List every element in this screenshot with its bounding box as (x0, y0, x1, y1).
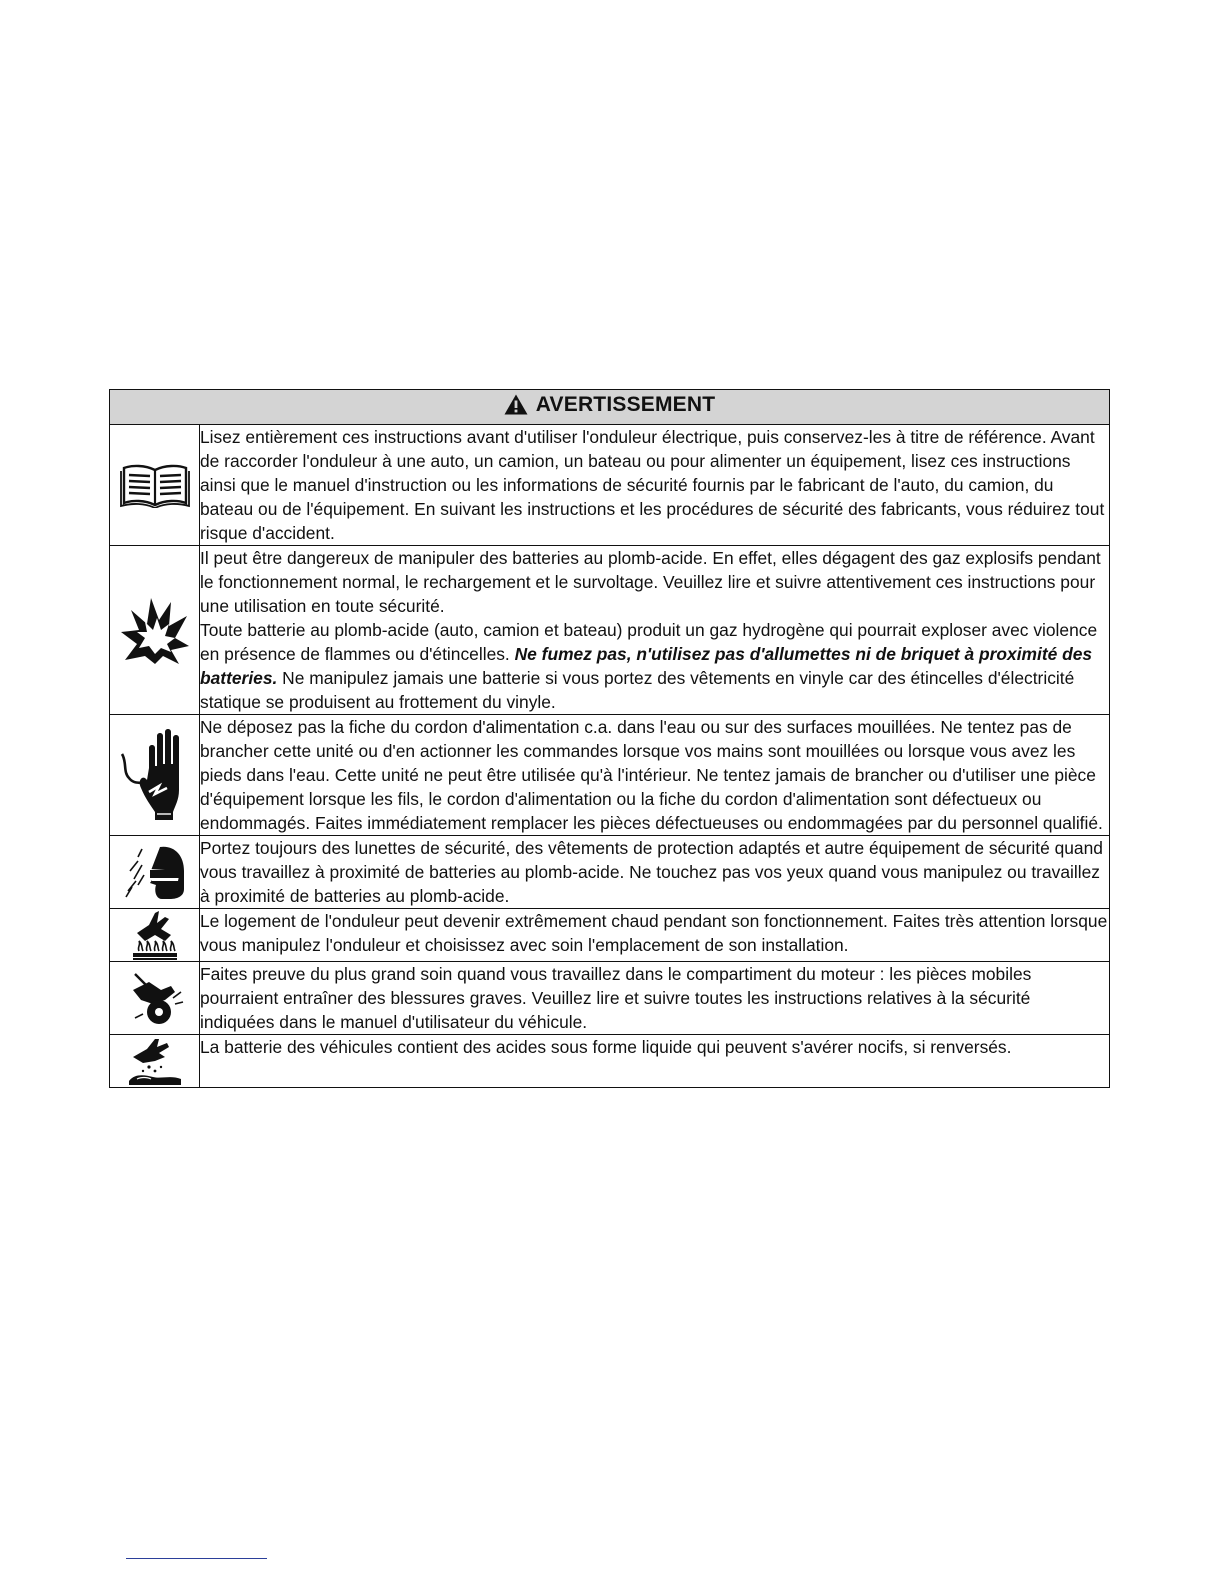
warning-text: Faites preuve du plus grand soin quand vous travaillez dans le compartiment du moteur : les pièces mobiles pourraient entraîner des blessures graves. Veuillez lire et suivre toutes les instructions relatives à la sécurité indiquées dans le manuel d'utilisateur du véhicule. (200, 964, 1032, 1032)
warning-text-2 (200, 618, 1109, 714)
warning-header-row (110, 390, 1110, 425)
footnote-separator (126, 1558, 267, 1559)
icon-cell (110, 836, 200, 909)
warning-table (109, 389, 1110, 1088)
warning-text-cell (200, 715, 1110, 836)
warning-text-cell (200, 836, 1110, 909)
eye-protection-icon (120, 839, 190, 905)
warning-row-read-manual (110, 425, 1110, 546)
warning-text-emphasis: Ne fumez pas, n'utilisez pas d'allumettes ni de briquet à proximité des batteries. (200, 644, 1093, 688)
warning-text-cell (200, 1035, 1110, 1088)
warning-row-explosion (110, 546, 1110, 715)
moving-parts-icon (125, 968, 185, 1028)
icon-cell (110, 425, 200, 546)
icon-cell (110, 962, 200, 1035)
corrosive-acid-icon (125, 1035, 185, 1087)
warning-text-start: Toute batterie au plomb-acide (auto, camion et bateau) produit un gaz hydrogène qui pourrait exploser avec violence en présence de flammes ou d'étincelles. (200, 620, 1098, 664)
warning-triangle-icon (504, 394, 528, 415)
warning-row-corrosive-acid (110, 1035, 1110, 1088)
warning-row-moving-parts (110, 962, 1110, 1035)
warning-row-hot-surface (110, 909, 1110, 962)
warning-text: Il peut être dangereux de manipuler des batteries au plomb-acide. En effet, elles dégagent des gaz explosifs pendant le fonctionnement normal, le rechargement et le survoltage. Veuillez lire et suivre attentivement ces instructions pour une utilisation en toute sécurité. (200, 548, 1101, 616)
icon-cell (110, 909, 200, 962)
warning-text-cell (200, 546, 1110, 715)
warning-title: AVERTISSEMENT (535, 392, 716, 416)
icon-cell (110, 546, 200, 715)
warning-row-eye-protection (110, 836, 1110, 909)
warning-text: La batterie des véhicules contient des acides sous forme liquide qui peuvent s'avérer nocifs, si renversés. (200, 1037, 1012, 1057)
icon-cell (110, 715, 200, 836)
hot-surface-icon (129, 909, 181, 961)
warning-text: Le logement de l'onduleur peut devenir extrêmement chaud pendant son fonctionnement. Faites très attention lorsque vous manipulez l'onduleur et choisissez avec soin l'emplacement de son installation. (200, 911, 1108, 955)
warning-row-electric-shock (110, 715, 1110, 836)
icon-cell (110, 1035, 200, 1088)
warning-text-cell (200, 962, 1110, 1035)
electric-shock-hand-icon (119, 728, 191, 822)
explosion-icon (121, 594, 189, 666)
warning-text-end: Ne manipulez jamais une batterie si vous portez des vêtements en vinyle car des étincelles d'électricité statique se produisent au frottement du vinyle. (200, 668, 1075, 712)
warning-header (110, 390, 1110, 425)
warning-text: Portez toujours des lunettes de sécurité, des vêtements de protection adaptés et autre équipement de sécurité quand vous travaillez à proximité de batteries au plomb-acide. Ne touchez pas vos yeux quand vous manipulez ou travaillez à proximité de batteries au plomb-acide. (200, 838, 1103, 906)
warning-text: Lisez entièrement ces instructions avant d'utiliser l'onduleur électrique, puis conservez-les à titre de référence. Avant de raccorder l'onduleur à une auto, un camion, un bateau ou pour alimenter un équipement, lisez ces instructions ainsi que le manuel d'instruction ou les informations de sécurité fournis par le fabricant de l'auto, du camion, du bateau ou de l'équipement. En suivant les instructions et les procédures de sécurité des fabricants, vous réduirez tout risque d'accident. (200, 427, 1105, 543)
warning-text: Ne déposez pas la fiche du cordon d'alimentation c.a. dans l'eau ou sur des surfaces mouillées. Ne tentez pas de brancher cette unité ou d'en actionner les commandes lorsque vos mains sont mouillées ou lorsque vous avez les pieds dans l'eau. Cette unité ne peut être utilisée qu'à l'intérieur. Ne tentez jamais de brancher ou d'utiliser une pièce d'équipement lorsque les fils, le cordon d'alimentation ou la fiche du cordon d'alimentation sont défectueux ou endommagés. Faites immédiatement remplacer les pièces défectueuses ou endommagées par du personnel qualifié. (200, 717, 1103, 833)
warning-text-cell (200, 425, 1110, 546)
warning-text-cell (200, 909, 1110, 962)
read-manual-icon (120, 462, 190, 508)
